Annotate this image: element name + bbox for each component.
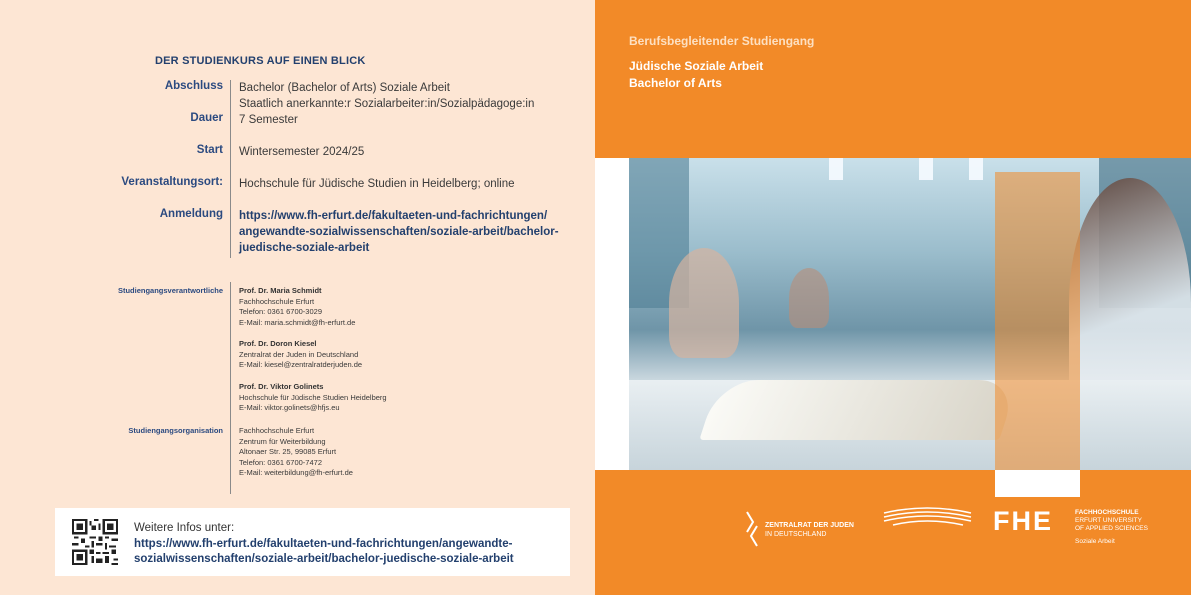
anmeldung-link[interactable] — [239, 208, 559, 256]
label-abschluss: Abschluss — [164, 80, 223, 92]
label-dauer: Dauer — [190, 112, 223, 124]
label-anmeldung: Anmeldung — [159, 208, 223, 220]
contact-line: Hochschule für Jüdische Studien Heidelberg — [239, 392, 387, 402]
contact-golinets — [239, 382, 387, 414]
responsible-label: Studiengangsverantwortliche — [117, 286, 223, 295]
contact-line: Fachhochschule Erfurt — [239, 296, 315, 306]
contact-email[interactable]: E-Mail: viktor.golinets@hfjs.eu — [239, 403, 340, 412]
students-photo — [629, 158, 1191, 470]
fhe-name: FACHHOCHSCHULE — [1075, 509, 1139, 516]
fhe-name: ERFURT UNIVERSITY — [1075, 517, 1142, 524]
label-start: Start — [196, 144, 223, 156]
divider-line — [230, 282, 231, 494]
title-line: Bachelor of Arts — [629, 76, 722, 90]
hfjs-arcs-icon — [879, 507, 979, 531]
zr-name: ZENTRALRAT DER JUDEN — [765, 522, 854, 529]
contact-line: Telefon: 0361 6700-3029 — [239, 307, 322, 316]
value-line: Bachelor (Bachelor of Arts) Soziale Arbeit — [239, 82, 450, 94]
contact-email[interactable]: E-Mail: maria.schmidt@fh-erfurt.de — [239, 317, 356, 327]
contact-kiesel — [239, 339, 362, 371]
label-veranstaltungsort: Veranstaltungsort: — [121, 176, 223, 188]
program-subtitle: Berufsbegleitender Studiengang — [629, 34, 815, 48]
orange-overlay — [995, 172, 1080, 497]
contact-name: Prof. Dr. Viktor Golinets — [239, 382, 324, 391]
organisation-contact — [239, 426, 353, 479]
link-line[interactable]: sozialwissenschaften/soziale-arbeit/bachelor-juedische-soziale-arbeit — [134, 553, 514, 565]
fhe-name: OF APPLIED SCIENCES — [1075, 525, 1148, 532]
link-line[interactable]: juedische-soziale-arbeit — [239, 242, 370, 254]
hfjs-logo — [879, 507, 979, 551]
organisation-label: Studiengangsorganisation — [128, 426, 223, 435]
info-box — [55, 508, 570, 576]
org-line: Fachhochschule Erfurt — [239, 426, 315, 435]
info-link[interactable] — [134, 537, 514, 567]
value-start: Wintersemester 2024/25 — [239, 146, 365, 158]
link-line[interactable]: angewandte-sozialwissenschaften/soziale-arbeit/bachelor- — [239, 226, 559, 238]
divider-line — [230, 80, 231, 258]
header-band — [595, 0, 1191, 158]
program-title — [629, 58, 763, 92]
org-line: Zentrum für Weiterbildung — [239, 436, 326, 446]
value-abschluss — [239, 80, 534, 112]
qr-code-icon[interactable] — [72, 519, 118, 565]
zr-name: IN DEUTSCHLAND — [765, 531, 827, 538]
org-line: Telefon: 0361 6700-7472 — [239, 457, 322, 467]
left-panel — [0, 0, 595, 595]
link-line[interactable]: https://www.fh-erfurt.de/fakultaeten-und-fachrichtungen/angewandte- — [134, 538, 513, 550]
value-dauer: 7 Semester — [239, 114, 298, 126]
title-line: Jüdische Soziale Arbeit — [629, 59, 764, 73]
student-figure — [669, 248, 739, 358]
student-figure — [789, 268, 829, 328]
fhe-faculty: Soziale Arbeit — [1075, 538, 1115, 545]
contact-name: Prof. Dr. Maria Schmidt — [239, 286, 322, 295]
contact-line: Zentralrat der Juden in Deutschland — [239, 349, 359, 359]
open-book — [699, 380, 1018, 440]
info-label: Weitere Infos unter: — [134, 522, 235, 534]
white-block — [995, 470, 1080, 497]
ceiling-light — [969, 158, 983, 180]
org-line: Altonaer Str. 25, 99085 Erfurt — [239, 447, 337, 456]
ceiling-light — [919, 158, 933, 180]
right-panel — [595, 0, 1191, 595]
zentralrat-mark-icon — [745, 508, 759, 550]
org-email[interactable]: E-Mail: weiterbildung@fh-erfurt.de — [239, 468, 353, 477]
value-line: Staatlich anerkannte:r Sozialarbeiter:in/Sozialpädagoge:in — [239, 98, 535, 110]
contact-name: Prof. Dr. Doron Kiesel — [239, 339, 317, 348]
ceiling-light — [829, 158, 843, 180]
contact-schmidt — [239, 286, 355, 328]
link-line[interactable]: https://www.fh-erfurt.de/fakultaeten-und-fachrichtungen/ — [239, 210, 548, 222]
overview-heading: DER STUDIENKURS AUF EINEN BLICK — [155, 55, 366, 67]
contact-email[interactable]: E-Mail: kiesel@zentralratderjuden.de — [239, 360, 363, 369]
fhe-wordmark: FHE — [993, 506, 1053, 536]
value-veranstaltungsort: Hochschule für Jüdische Studien in Heidelberg; online — [239, 178, 515, 190]
